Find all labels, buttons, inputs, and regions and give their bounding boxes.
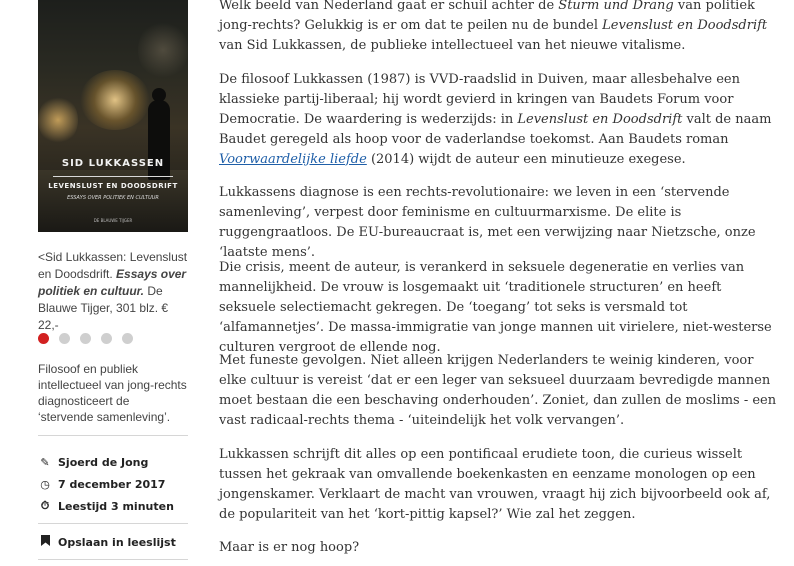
bookmark-icon — [38, 535, 52, 549]
text-italic: Sturm und Drang — [558, 0, 674, 13]
save-label[interactable]: Opslaan in leeslijst — [58, 535, 176, 549]
publish-date: 7 december 2017 — [58, 477, 166, 491]
divider — [38, 523, 188, 524]
cover-subtitle: ESSAYS OVER POLITIEK EN CULTUUR — [67, 195, 159, 201]
paragraph-2 — [219, 70, 779, 170]
carousel-dot-2[interactable] — [59, 333, 70, 344]
book-link[interactable]: Voorwaardelijke liefde — [219, 152, 367, 167]
text: Welk beeld van Nederland gaat er schuil achter de — [219, 0, 559, 13]
save-to-list-button[interactable] — [38, 533, 176, 551]
author-name[interactable]: Sjoerd de Jong — [58, 455, 149, 469]
cover-publisher: DE BLAUWE TIJGER — [93, 218, 133, 223]
caption-text: <Sid Lukkassen: Levenslust en Doodsdrift. — [38, 250, 188, 281]
author-row[interactable] — [38, 453, 148, 471]
clock-icon: ◷ — [40, 477, 50, 491]
divider — [38, 559, 188, 560]
cover-light — [138, 20, 188, 80]
carousel-indicators — [38, 333, 139, 347]
pen-icon: ✎ — [40, 455, 50, 469]
cover-rule — [53, 176, 173, 177]
text: valt de naam Baudet geregeld als hoop voor de vaderlandse toekomst. Aan Baudets roman — [219, 112, 772, 147]
stopwatch-icon: ⏱ — [40, 499, 50, 512]
paragraph-3: Lukkassens diagnose is een rechts-revolutionaire: we leven in een ‘stervende samenleving’, verpest door feminisme en cultuurmarxisme. De elite is ruggengraatloos. De EU-bureaucraat is, met een verwijzing naar Nietzsche, onze ‘laatste mens’. — [219, 185, 756, 260]
cover-light — [80, 70, 150, 130]
date-row — [38, 475, 165, 493]
image-caption — [38, 249, 190, 334]
text-italic: Levenslust en Doodsdrift — [602, 18, 768, 33]
paragraph-5: Met funeste gevolgen. Niet alleen krijgen Nederlanders te weinig kinderen, voor elke cultuur is vereist ‘dat er een leger van seksueel duurzaam bevredigde mannen moet bestaan die een beschaving onderhouden’. Zoniet, dan zullen de moslims - een vast radicaal-rechts thema - ‘uiteindelijk het volk vervangen’. — [219, 353, 777, 428]
divider — [38, 435, 188, 436]
carousel-dot-5[interactable] — [122, 333, 133, 344]
bookmark-icon-shape — [41, 535, 50, 546]
carousel-dot-3[interactable] — [80, 333, 91, 344]
carousel-dot-4[interactable] — [101, 333, 112, 344]
book-cover-image[interactable] — [38, 0, 188, 232]
text: van politiek jong-rechts? Gelukkig is er om dat te peilen nu de bundel — [219, 0, 755, 33]
article-teaser: Filosoof en publiek intellectueel van jong-rechts diagnosticeert de ‘stervende samenleving’. — [38, 362, 187, 424]
paragraph-4: Die crisis, meent de auteur, is verankerd in seksuele degeneratie en verlies van mannelijkheid. De vrouw is losgemaakt uit ‘traditionele structuren’ en heeft seksuele selectiemacht gekregen. De ‘toegang’ tot seks is versmald tot ‘alfamannetjes’. De massa-immigratie van jonge mannen uit virielere, niet-westerse culturen vergroot de ellende nog. — [219, 260, 772, 355]
read-time-row — [38, 497, 174, 515]
read-time: Leestijd 3 minuten — [58, 499, 174, 513]
paragraph-7: Maar is er nog hoop? — [219, 540, 360, 555]
paragraph-1 — [219, 0, 779, 56]
cover-light — [38, 95, 78, 145]
cover-title: LEVENSLUST EN DOODSDRIFT — [48, 182, 178, 190]
caption-suffix: De Blauwe Tijger, 301 blz. € 22,- — [38, 284, 169, 332]
text: De filosoof Lukkassen (1987) is VVD-raadslid in Duiven, maar allesbehalve een klassieke partij-liberaal; hij wordt gevierd in kringen van Baudets Forum voor Democratie. De waardering is wederzijds: in — [219, 72, 740, 127]
carousel-dot-1[interactable] — [38, 333, 49, 344]
text: (2014) wijdt de auteur een minutieuze exegese. — [366, 152, 686, 167]
caption-italic: Essays over politiek en cultuur. — [38, 267, 187, 298]
paragraph-6: Lukkassen schrijft dit alles op een pontificaal erudiete toon, die curieus wisselt tussen het gekraak van omvallende boekenkasten en eenzame monologen op een jongenskamer. Verklaart de macht van vrouwen, vraagt hij zich bijvoorbeeld ook af, de populariteit van het ‘kort-pittig kapsel?’ Wie zal het zeggen. — [219, 447, 771, 522]
cover-author: SID LUKKASSEN — [61, 158, 165, 169]
text-italic: Levenslust en Doodsdrift — [517, 112, 683, 127]
text: van Sid Lukkassen, de publieke intellectueel van het nieuwe vitalisme. — [219, 38, 686, 53]
